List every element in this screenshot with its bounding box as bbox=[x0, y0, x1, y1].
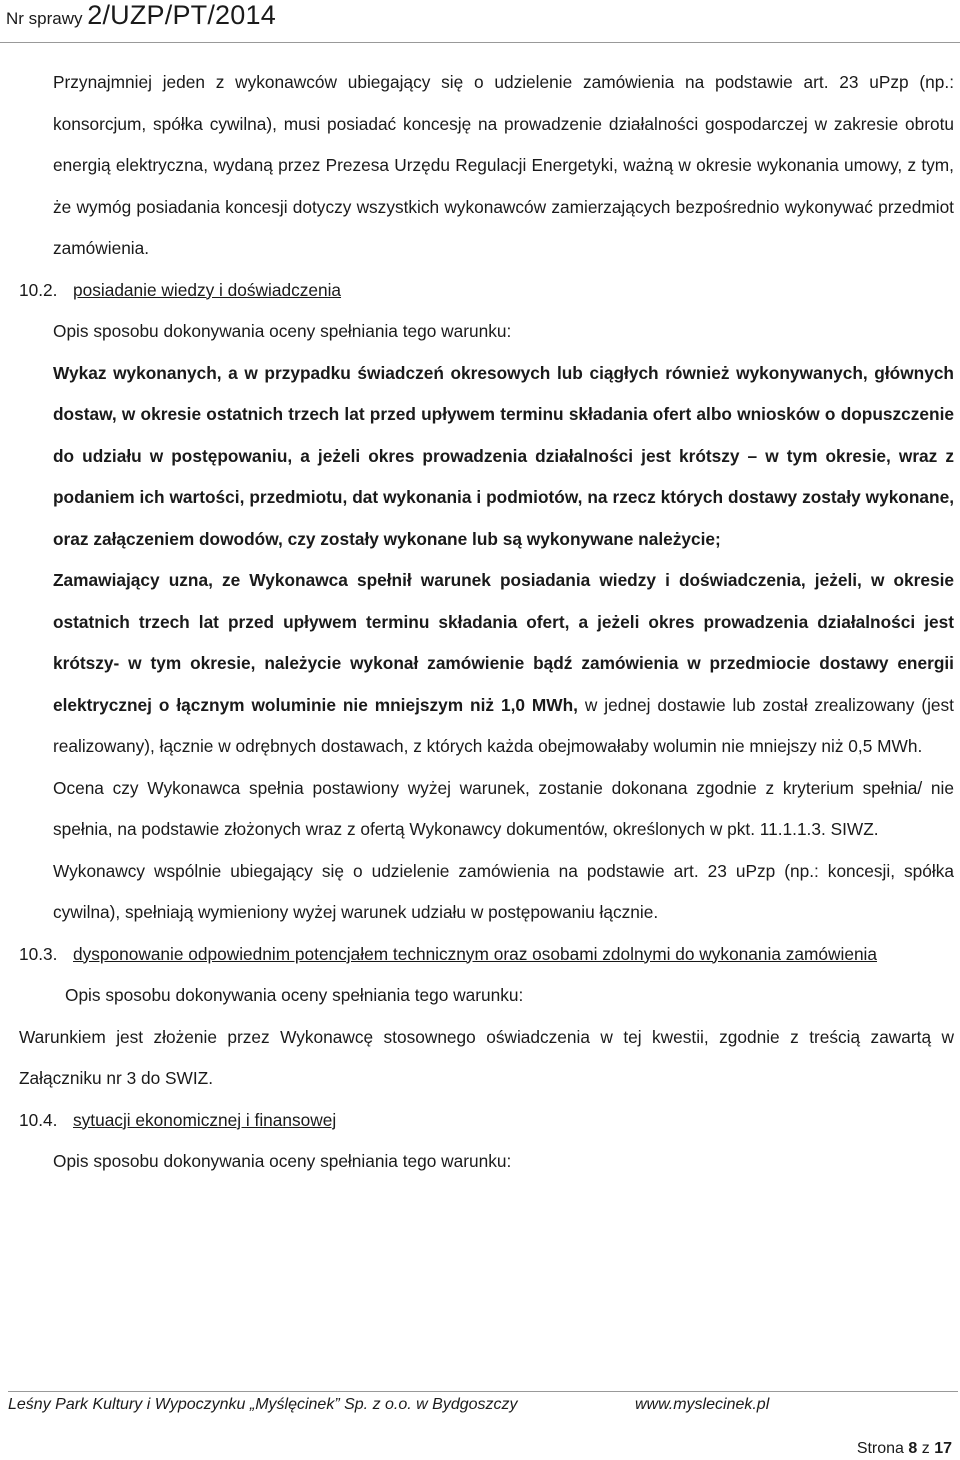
page-of-label: z bbox=[917, 1440, 935, 1457]
assessment-method-label: Opis sposobu dokonywania oceny spełniania tego warunku: bbox=[65, 985, 524, 1005]
section-10-4-heading bbox=[0, 1100, 960, 1142]
total-pages: 17 bbox=[934, 1440, 952, 1457]
section-number: 10.4. bbox=[19, 1109, 58, 1130]
section-title: posiadanie wiedzy i doświadczenia bbox=[73, 279, 342, 300]
section-number: 10.2. bbox=[19, 279, 58, 300]
page-label: Strona bbox=[856, 1440, 909, 1457]
experience-condition-rest: w jednej dostawie lub został zrealizowany (jest realizowany), łącznie w odrębnych dostawach, z których każda obejmowałaby wolumin nie mniejszy niż 0,5 MWh. bbox=[53, 694, 954, 756]
section-10-2-heading bbox=[0, 270, 960, 312]
footer-website: www.myslecinek.pl bbox=[635, 1396, 770, 1413]
document-header bbox=[6, 0, 276, 36]
section-10-3-heading bbox=[0, 934, 960, 976]
assessment-method-label: Opis sposobu dokonywania oceny spełniania tego warunku: bbox=[53, 321, 512, 341]
paragraph-experience-condition bbox=[0, 560, 960, 768]
paragraph-evaluation: Ocena czy Wykonawca spełnia postawiony wyżej warunek, zostanie dokonana zgodnie z kryterium spełnia/ nie spełnia, na podstawie złożonych wraz z ofertą Wykonawcy dokumentów, określonych w pkt. 11.1.1.3. SIWZ. bbox=[53, 777, 954, 839]
current-page: 8 bbox=[908, 1440, 918, 1457]
experience-condition-bold: Zamawiający uzna, ze Wykonawca spełnił warunek posiadania wiedzy i doświadczenia, jeżeli, w okresie ostatnich trzech lat przed upływem terminu składania ofert, a jeżeli okres prowadzenia działalności jest krótszy- w tym okresie, należycie wykonał zamówienie bądź zamówienia w przedmiocie dostawy energii elektrycznej o łącznym woluminie nie mniejszym niż 1,0 MWh, bbox=[53, 570, 954, 715]
document-body bbox=[0, 62, 960, 1183]
paragraph-declaration: Warunkiem jest złożenie przez Wykonawcę stosownego oświadczenia w tej kwestii, zgodnie z treścią zawartą w Załączniku nr 3 do SWIZ. bbox=[19, 1026, 954, 1088]
page-number bbox=[857, 1440, 952, 1458]
case-number: 2/UZP/PT/2014 bbox=[87, 0, 276, 30]
footer-divider bbox=[8, 1391, 958, 1392]
paragraph-concession: Przynajmniej jeden z wykonawców ubiegający się o udzielenie zamówienia na podstawie art. 23 uPzp (np.: konsorcjum, spółka cywilna), musi posiadać koncesję na prowadzenie działalności gospodarczej w zakresie obrotu energią elektryczna, wydaną przez Prezesa Urzędu Regulacji Energetyki, ważną w okresie wykonania umowy, z tym, że wymóg posiadania koncesji dotyczy wszystkich wykonawców zamierzających bezpośrednio wykonywać przedmiot zamówienia. bbox=[53, 72, 954, 258]
footer-organization: Leśny Park Kultury i Wypoczynku „Myślęcinek” Sp. z o.o. w Bydgoszczy bbox=[8, 1396, 518, 1413]
section-title: dysponowanie odpowiednim potencjałem technicznym oraz osobami zdolnymi do wykonania zamówienia bbox=[73, 943, 878, 964]
case-number-label: Nr sprawy bbox=[6, 9, 88, 28]
paragraph-joint-contractors: Wykonawcy wspólnie ubiegający się o udzielenie zamówienia na podstawie art. 23 uPzp (np.: koncesji, spółka cywilna), spełniają wymieniony wyżej warunek udziału w postępowaniu łącznie. bbox=[53, 860, 954, 922]
section-title: sytuacji ekonomicznej i finansowej bbox=[73, 1109, 337, 1130]
section-number: 10.3. bbox=[19, 943, 58, 964]
assessment-method-label: Opis sposobu dokonywania oceny spełniania tego warunku: bbox=[53, 1151, 512, 1171]
header-divider bbox=[0, 42, 960, 43]
paragraph-deliveries-list: Wykaz wykonanych, a w przypadku świadczeń okresowych lub ciągłych również wykonywanych, głównych dostaw, w okresie ostatnich trzech lat przed upływem terminu składania ofert albo wniosków o dopuszczenie do udziału w postępowaniu, a jeżeli okres prowadzenia działalności jest krótszy – w tym okresie, wraz z podaniem ich wartości, przedmiotu, dat wykonania i podmiotów, na rzecz których dostawy zostały wykonane, oraz załączeniem dowodów, czy zostały wykonane lub są wykonywane należycie; bbox=[53, 362, 954, 549]
